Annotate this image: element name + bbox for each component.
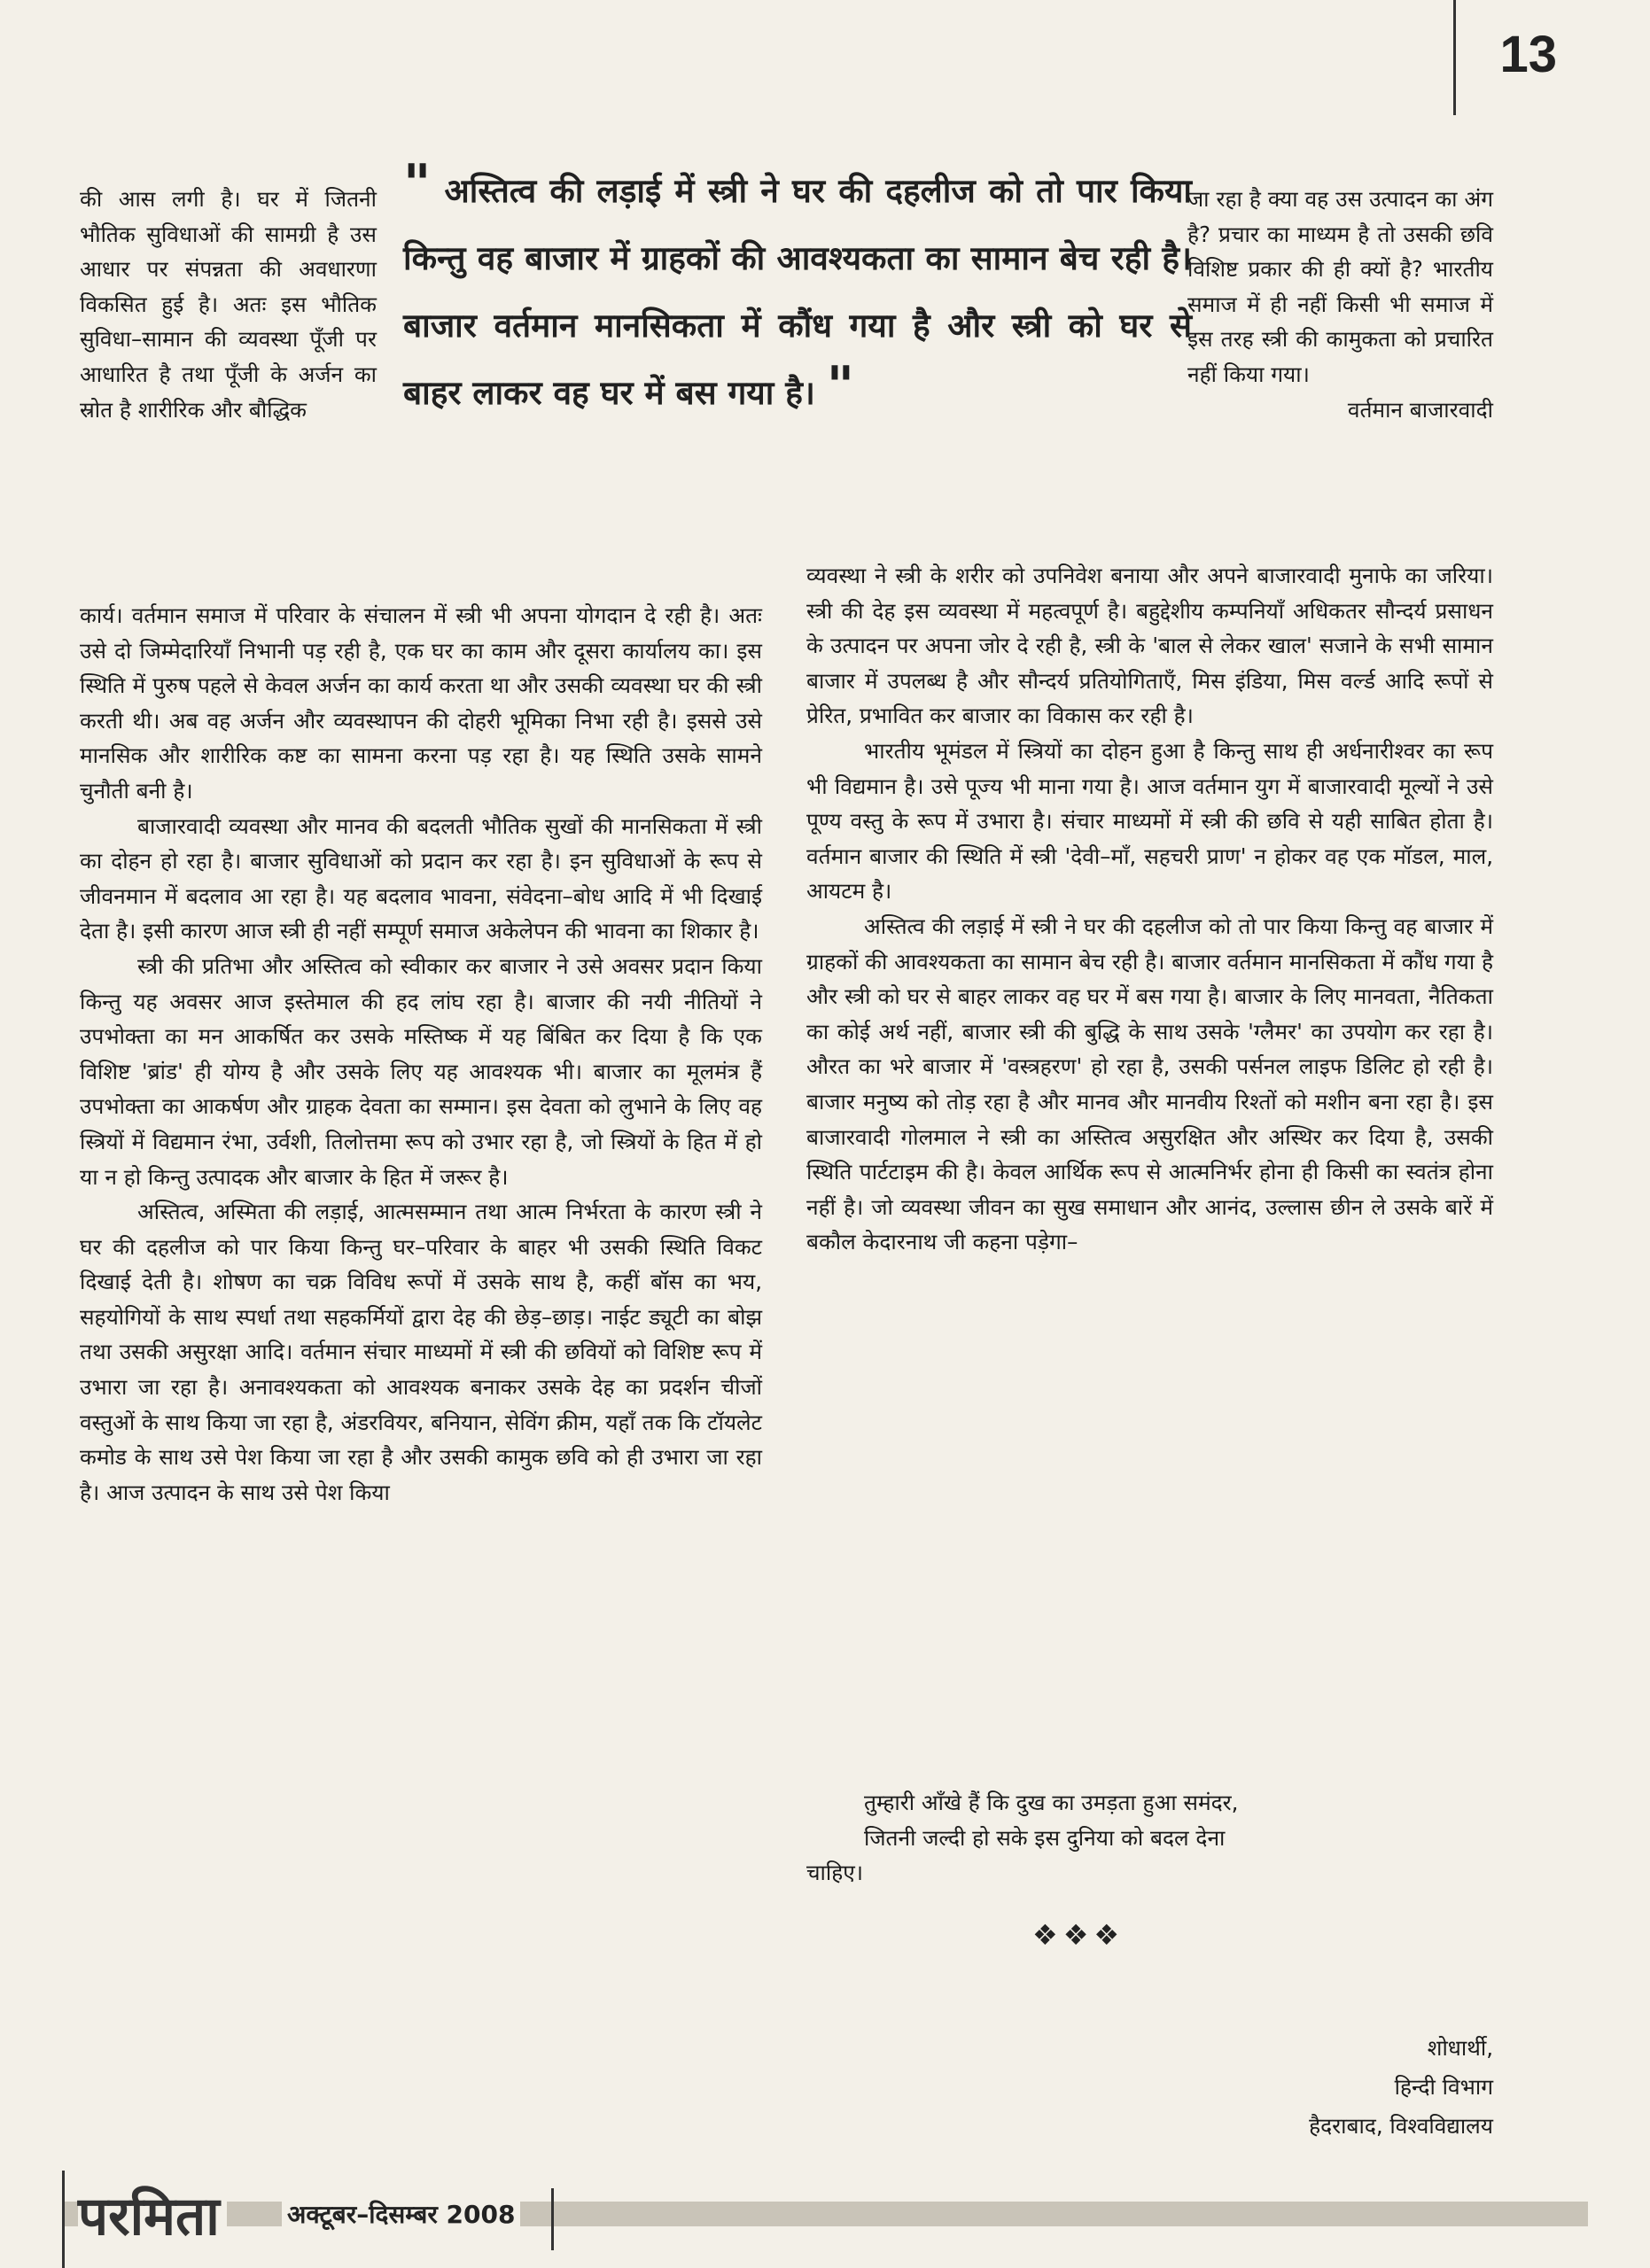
issue-date: अक्टूबर–दिसम्बर 2008 bbox=[282, 2197, 520, 2231]
left-paragraph-1: कार्य। वर्तमान समाज में परिवार के संचालन में स्त्री भी अपना योगदान दे रही है। अतः उसे दो जिम्मेदारियाँ निभानी पड़ रही है, एक घर का काम और दूसरा कार्यालय का। इस स्थिति में पुरुष पहले से केवल अर्जन का कार्य करता था और उसकी व्यवस्था घर की स्त्री करती थी। अब वह अर्जन और व्यवस्थापन की दोहरी भूमिका निभा रही है। इससे उसे मानसिक और शारीरिक कष्ट का सामना करना पड़ रहा है। यह स्थिति उसके सामने चुनौती बनी है। bbox=[80, 602, 762, 804]
author-block bbox=[1187, 2029, 1493, 2146]
close-quote-mark: " bbox=[826, 355, 855, 417]
author-university: हैदराबाद, विश्वविद्यालय bbox=[1309, 2113, 1493, 2139]
header-rule bbox=[1453, 0, 1456, 115]
poem-line-2: जितनी जल्दी हो सके इस दुनिया को बदल देना bbox=[864, 1824, 1226, 1851]
right-column-top bbox=[1187, 182, 1493, 427]
section-divider: ❖❖❖ bbox=[1032, 1918, 1125, 1952]
page-number: 13 bbox=[1499, 26, 1557, 83]
pull-quote-text: अस्तित्व की लड़ाई में स्त्री ने घर की दहलीज को तो पार किया किन्तु वह बाजार में ग्राहकों की आवश्यकता का सामान बेच रही है। बाजार वर्तमान मानसिकता में कौंध गया है और स्त्री को घर से बाहर लाकर वह घर में बस गया है। bbox=[403, 172, 1193, 412]
poem-line-1: तुम्हारी आँखे हैं कि दुख का उमड़ता हुआ समंदर, bbox=[864, 1790, 1239, 1815]
poem-quote bbox=[806, 1785, 1493, 1891]
left-column bbox=[80, 598, 762, 1510]
magazine-title: परमिता bbox=[78, 2178, 227, 2250]
pull-quote bbox=[403, 153, 1193, 427]
author-department: हिन्दी विभाग bbox=[1394, 2074, 1493, 2100]
poem-line-3: चाहिए। bbox=[806, 1860, 864, 1886]
footer-rule-left bbox=[62, 2171, 65, 2268]
right-column bbox=[806, 558, 1493, 1260]
right-top-tail: वर्तमान बाजारवादी bbox=[1347, 396, 1493, 423]
page-footer bbox=[62, 2171, 1588, 2268]
right-paragraph-3: अस्तित्व की लड़ाई में स्त्री ने घर की दहलीज को तो पार किया किन्तु वह बाजार में ग्राहकों की आवश्यकता का सामान बेच रही है। बाजार वर्तमान मानसिकता में कौंध गया है और स्त्री को घर से बाहर लाकर वह घर में बस गया है। बाजार के लिए मानवता, नैतिकता का कोई अर्थ नहीं, बाजार स्त्री की बुद्धि के साथ उसके 'ग्लैमर' का उपयोग कर रहा है। औरत का भरे बाजार में 'वस्त्रहरण' हो रहा है, उसकी पर्सनल लाइफ डिलिट हो रही है। बाजार मनुष्य को तोड़ रहा है और मानव और मानवीय रिश्तों को मशीन बना रहा है। इस बाजारवादी गोलमाल ने स्त्री का अस्तित्व असुरक्षित और अस्थिर कर दिया है, उसकी स्थिति पार्टटाइम की है। केवल आर्थिक रूप से आत्मनिर्भर होना ही किसी का स्वतंत्र होना नहीं है। जो व्यवस्था जीवन का सुख समाधान और आनंद, उल्लास छीन ले उसके बारें में बकौल केदारनाथ जी कहना पड़ेगा– bbox=[806, 913, 1493, 1255]
right-paragraph-1: व्यवस्था ने स्त्री के शरीर को उपनिवेश बनाया और अपने बाजारवादी मुनाफे का जरिया। स्त्री की देह इस व्यवस्था में महत्वपूर्ण है। बहुद्देशीय कम्पनियाँ अधिकतर सौन्दर्य प्रसाधन के उत्पादन पर अपना जोर दे रही है, स्त्री के 'बाल से लेकर खाल' सजाने के सभी सामान बाजार में उपलब्ध है और सौन्दर्य प्रतियोगिताएँ, मिस इंडिया, मिस वर्ल्ड आदि रूपों से प्रेरित, प्रभावित कर बाजार का विकास कर रही है। bbox=[806, 563, 1493, 729]
left-top-text: की आस लगी है। घर में जितनी भौतिक सुविधाओं की सामग्री है उस आधार पर संपन्नता की अवधारणा विकसित हुई है। अतः इस भौतिक सुविधा–सामान की व्यवस्था पूँजी पर आधारित है तथा पूँजी के अर्जन का स्रोत है शारीरिक और बौद्धिक bbox=[80, 186, 377, 423]
left-paragraph-2: बाजारवादी व्यवस्था और मानव की बदलती भौतिक सुखों की मानसिकता में स्त्री का दोहन हो रहा है। बाजार सुविधाओं को प्रदान कर रहा है। इन सुविधाओं के रूप से जीवनमान में बदलाव आ रहा है। यह बदलाव भावना, संवेदना–बोध आदि में भी दिखाई देता है। इसी कारण आज स्त्री ही नहीं सम्पूर्ण समाज अकेलेपन की भावना का शिकार है। bbox=[80, 812, 762, 944]
open-quote-mark: " bbox=[403, 153, 432, 215]
footer-rule-mid bbox=[551, 2188, 554, 2250]
left-column-top bbox=[80, 182, 377, 427]
author-role: शोधार्थी, bbox=[1427, 2035, 1493, 2061]
left-paragraph-4: अस्तित्व, अस्मिता की लड़ाई, आत्मसम्मान तथा आत्म निर्भरता के कारण स्त्री ने घर की दहलीज को पार किया किन्तु घर–परिवार के बाहर भी उसकी स्थिति विकट दिखाई देती है। शोषण का चक्र विविध रूपों में उसके साथ है, कहीं बॉस का भय, सहयोगियों के साथ स्पर्धा तथा सहकर्मियों द्वारा देह की छेड़–छाड़। नाईट ड्यूटी का बोझ तथा उसकी असुरक्षा आदि। वर्तमान संचार माध्यमों में स्त्री की छवियों को विशिष्ट रूप में उभारा जा रहा है। अनावश्यकता को आवश्यक बनाकर उसके देह का प्रदर्शन चीजों वस्तुओं के साथ किया जा रहा है, अंडरवियर, बनियान, सेविंग क्रीम, यहाँ तक कि टॉयलेट कमोड के साथ उसे पेश किया जा रहा है और उसकी कामुक छवि को ही उभारा जा रहा है। आज उत्पादन के साथ उसे पेश किया bbox=[80, 1199, 762, 1505]
right-paragraph-2: भारतीय भूमंडल में स्त्रियों का दोहन हुआ है किन्तु साथ ही अर्धनारीश्वर का रूप भी विद्यमान है। उसे पूज्य भी माना गया है। आज वर्तमान युग में बाजारवादी मूल्यों ने उसे पूण्य वस्तु के रूप में उभारा है। संचार माध्यमों में स्त्री की छवि से यही साबित होता है। वर्तमान बाजार की स्थिति में स्त्री 'देवी–माँ, सहचरी प्राण' न होकर वह एक मॉडल, माल, आयटम है। bbox=[806, 737, 1493, 905]
right-top-text: जा रहा है क्या वह उस उत्पादन का अंग है? प्रचार का माध्यम है तो उसकी छवि विशिष्ट प्रकार की ही क्यों है? भारतीय समाज में ही नहीं किसी भी समाज में इस तरह स्त्री की कामुकता को प्रचारित नहीं किया गया। bbox=[1187, 186, 1493, 387]
left-paragraph-3: स्त्री की प्रतिभा और अस्तित्व को स्वीकार कर बाजार ने उसे अवसर प्रदान किया किन्तु यह अवसर आज इस्तेमाल की हद लांघ रहा है। बाजार की नयी नीतियों ने उपभोक्ता का मन आकर्षित कर उसके मस्तिष्क में यह बिंबित कर दिया है कि एक विशिष्ट 'ब्रांड' ही योग्य है और उसके लिए यह आवश्यक भी। बाजार का मूलमंत्र हैं उपभोक्ता का आकर्षण और ग्राहक देवता का सम्मान। इस देवता को लुभाने के लिए वह स्त्रियों में विद्यमान रंभा, उर्वशी, तिलोत्तमा रूप को उभार रहा है, जो स्त्रियों के हित में हो या न हो किन्तु उत्पादक और बाजार के हित में जरूर है। bbox=[80, 952, 762, 1190]
